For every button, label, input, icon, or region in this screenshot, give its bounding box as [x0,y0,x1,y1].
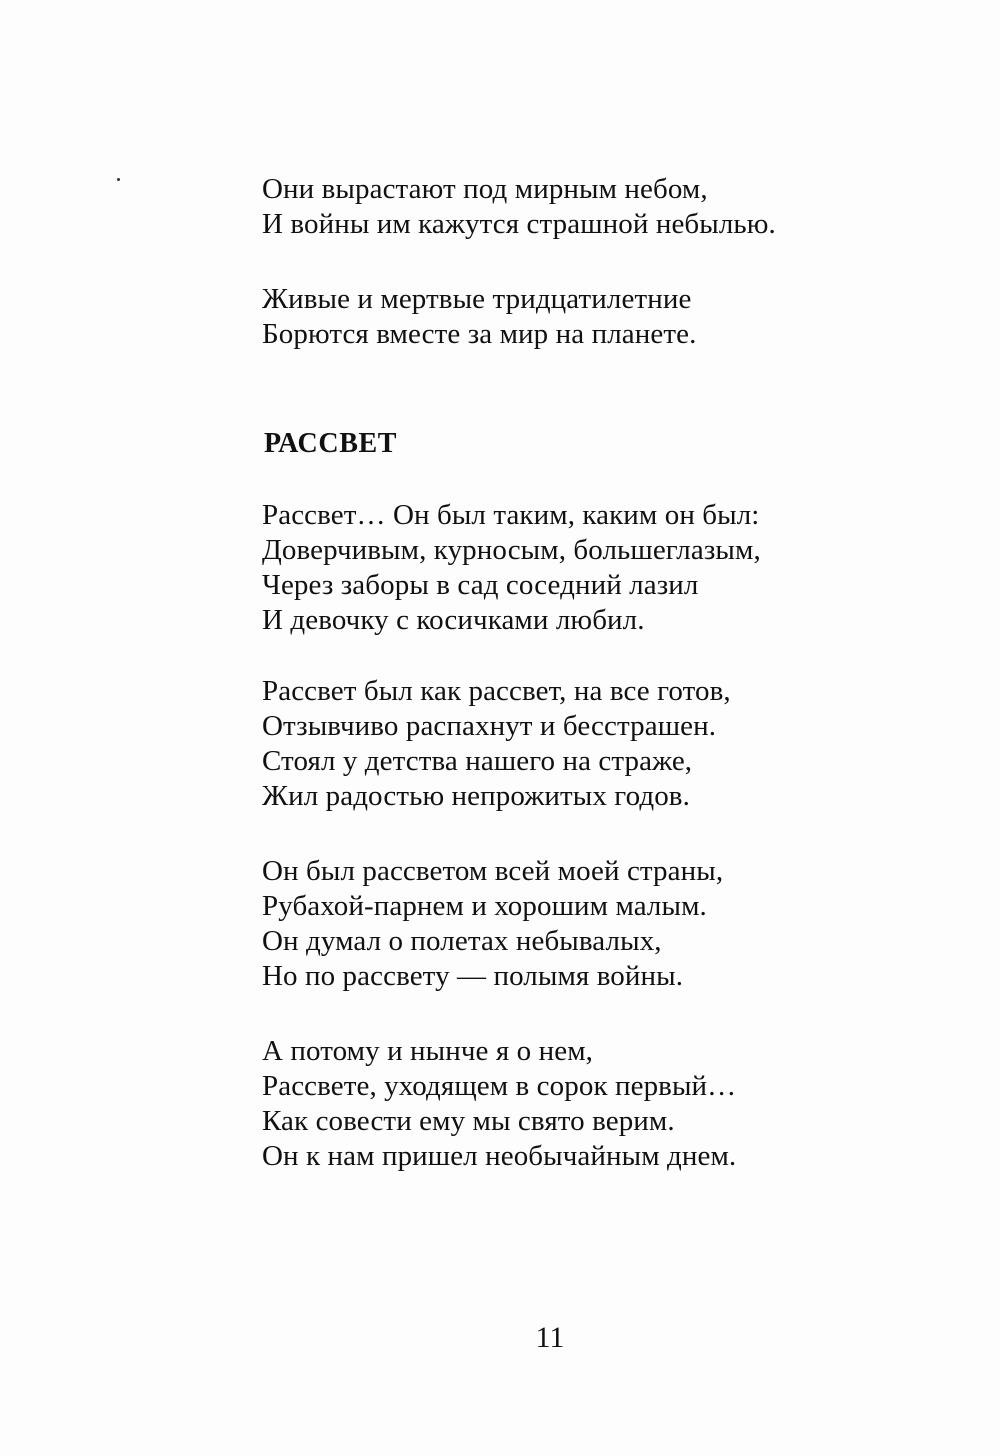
poem-line: И войны им кажутся страшной небылью. [262,208,776,240]
page-number: 11 [535,1321,565,1354]
poem-line: Рубахой-парнем и хорошим малым. [262,890,707,922]
poem-line: Как совести ему мы свято верим. [262,1105,675,1137]
poem-stanza-2 [262,674,731,814]
poem-line: А потому и нынче я о нем, [262,1035,594,1067]
poem-line: Живые и мертвые тридцатилетние [262,283,692,315]
print-speck [117,178,120,181]
poem-line: Рассвет… Он был таким, каким он был: [262,499,760,531]
poem-line: Стоял у детства нашего на страже, [262,745,693,777]
poem-line: Рассвет был как рассвет, на все готов, [262,675,731,707]
poem-line: Жил радостью непрожитых годов. [262,780,690,812]
intro-stanza-1 [262,172,776,242]
poem-line: И девочку с косичками любил. [262,604,645,636]
poem-title: РАССВЕТ [264,428,398,459]
poem-stanza-4 [262,1034,736,1174]
poem-line: Он думал о полетах небывалых, [262,925,662,957]
intro-stanza-2 [262,282,696,352]
poem-line: Через заборы в сад соседний лазил [262,569,699,601]
poem-line: Он к нам пришел необычайным днем. [262,1140,737,1172]
poem-line: Отзывчиво распахнут и бесстрашен. [262,710,717,742]
poem-line: Борются вместе за мир на планете. [262,318,697,350]
poem-stanza-3 [262,854,723,994]
poem-line: Но по рассвету — полымя войны. [262,960,684,992]
poem-line: Рассвете, уходящем в сорок первый… [262,1070,737,1102]
poem-line: Они вырастают под мирным небом, [262,173,708,205]
poem-line: Доверчивым, курносым, большеглазым, [262,534,761,566]
poem-line: Он был рассветом всей моей страны, [262,855,724,887]
poem-stanza-1 [262,498,761,638]
